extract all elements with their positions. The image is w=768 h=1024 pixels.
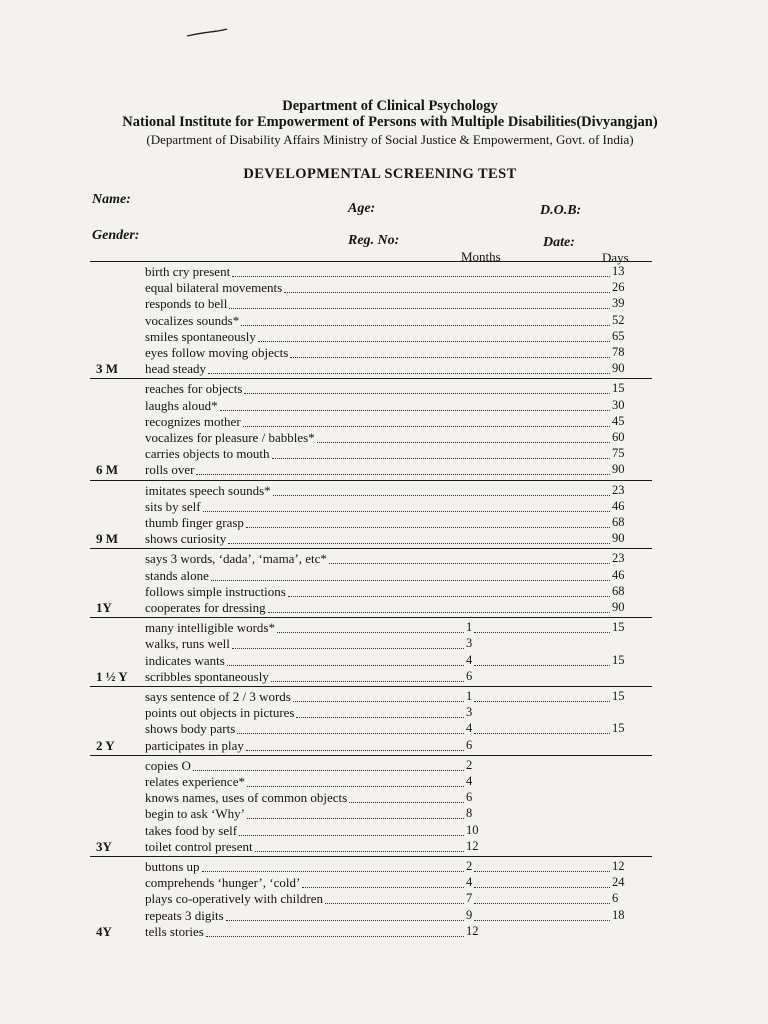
milestone-label: scribbles spontaneously [145, 668, 269, 684]
dot-leader [272, 458, 610, 459]
dot-leader [474, 632, 610, 633]
section-divider [90, 261, 652, 262]
section-divider [90, 686, 652, 687]
dot-leader [255, 851, 464, 852]
milestone-label: knows names, uses of common objects [145, 790, 348, 806]
dot-leader [232, 648, 464, 649]
milestone-label: begin to ask ‘Why’ [145, 806, 246, 822]
dot-leader [203, 511, 610, 512]
months-value: 2 [466, 859, 473, 873]
dot-leader [237, 733, 464, 734]
days-value: 15 [612, 381, 625, 396]
dot-leader [268, 612, 610, 613]
milestone-label: comprehends ‘hunger’, ‘cold’ [145, 875, 301, 891]
days-value: 45 [612, 413, 625, 428]
months-value: 8 [466, 806, 473, 821]
milestone-label: recognizes mother [145, 413, 241, 429]
months-value: 12 [466, 838, 479, 853]
dot-leader [296, 717, 464, 718]
milestone-label: stands alone [145, 567, 209, 583]
dot-leader [271, 681, 464, 682]
days-value: 75 [612, 446, 625, 461]
dot-leader [474, 701, 610, 702]
months-value: 4 [466, 875, 473, 890]
dot-leader [317, 442, 610, 443]
dob-field-label: D.O.B: [540, 203, 582, 218]
dot-leader [202, 871, 464, 872]
months-value: 10 [466, 822, 479, 837]
milestone-label: imitates speech sounds* [145, 482, 271, 498]
milestone-label: walks, runs well [145, 636, 230, 652]
dot-leader [193, 770, 464, 771]
section-divider [90, 617, 652, 618]
age-group-label: 3 M [96, 361, 119, 377]
days-value: 90 [612, 600, 625, 614]
days-value: 65 [612, 328, 625, 343]
months-value: 4 [466, 721, 473, 736]
days-value: 24 [612, 875, 625, 890]
months-value: 3 [466, 636, 473, 651]
days-value: 30 [612, 397, 625, 412]
dot-leader [329, 563, 610, 564]
milestone-label: smiles spontaneously [145, 328, 256, 344]
days-value: 18 [612, 907, 625, 922]
months-value: 12 [466, 923, 479, 938]
months-value: 6 [466, 737, 473, 752]
dot-leader [246, 750, 464, 751]
dot-leader [206, 936, 464, 937]
months-value: 2 [466, 757, 473, 772]
milestone-label: takes food by self [145, 822, 238, 838]
days-value: 23 [612, 551, 625, 566]
dot-leader [239, 835, 464, 836]
days-value: 39 [612, 296, 625, 311]
dot-leader [244, 393, 610, 394]
dot-leader [302, 887, 464, 888]
months-value: 1 [466, 620, 473, 635]
age-group-label: 9 M [96, 531, 119, 547]
section-divider [90, 856, 652, 857]
dot-leader [474, 920, 610, 921]
dot-leader [211, 580, 610, 581]
milestone-label: cooperates for dressing [145, 600, 266, 615]
months-value: 4 [466, 774, 473, 788]
milestone-label: birth cry present [145, 264, 231, 279]
milestone-label: shows curiosity [145, 531, 227, 547]
days-value: 60 [612, 430, 625, 444]
age-group-label: 1Y [96, 600, 112, 615]
milestone-label: thumb finger grasp [145, 515, 244, 530]
days-value: 68 [612, 515, 625, 529]
dot-leader [258, 341, 610, 342]
milestone-label: carries objects to mouth [145, 446, 270, 462]
age-group-label: 3Y [96, 838, 112, 854]
milestone-label: says 3 words, ‘dada’, ‘mama’, etc* [145, 551, 327, 567]
months-value: 4 [466, 652, 473, 667]
age-group-label: 1 ½ Y [96, 668, 128, 684]
milestone-label: relates experience* [145, 774, 245, 789]
days-value: 90 [612, 361, 625, 376]
milestone-label: copies O [145, 757, 191, 773]
days-value: 90 [612, 462, 625, 477]
section-divider [90, 548, 652, 549]
months-value: 9 [466, 907, 473, 922]
milestone-label: vocalizes sounds* [145, 312, 240, 328]
milestone-label: sits by self [145, 498, 201, 514]
days-value: 15 [612, 652, 625, 667]
milestone-label: vocalizes for pleasure / babbles* [145, 430, 315, 445]
dot-leader [349, 802, 464, 803]
milestone-label: tells stories [145, 923, 204, 939]
dot-leader [229, 308, 610, 309]
age-group-label: 6 M [96, 462, 119, 478]
days-value: 26 [612, 280, 625, 295]
days-value: 12 [612, 859, 625, 873]
months-value: 6 [466, 668, 473, 683]
dot-leader [227, 665, 464, 666]
dot-leader [474, 887, 610, 888]
days-value: 46 [612, 567, 625, 582]
milestone-label: head steady [145, 361, 207, 377]
dot-leader [474, 733, 610, 734]
days-value: 52 [612, 312, 625, 327]
milestone-label: indicates wants [145, 652, 225, 668]
months-value: 6 [466, 790, 473, 805]
ministry-heading: (Department of Disability Affairs Ministry of Social Justice & Empowerment, Govt. of India) [146, 132, 634, 147]
age-group-label: 4Y [96, 923, 112, 939]
dot-leader [325, 903, 464, 904]
date-field-label: Date: [543, 235, 575, 250]
dot-leader [243, 426, 610, 427]
dot-leader [284, 292, 610, 293]
section-divider [90, 378, 652, 379]
dot-leader [220, 410, 610, 411]
milestone-label: equal bilateral movements [145, 280, 283, 296]
months-column-header: Months [461, 249, 501, 264]
dot-leader [232, 276, 610, 277]
days-value: 6 [612, 891, 619, 906]
months-value: 7 [466, 891, 473, 906]
gender-field-label: Gender: [92, 228, 140, 243]
section-divider [90, 755, 652, 756]
dot-leader [228, 543, 610, 544]
dot-leader [288, 596, 610, 597]
dot-leader [273, 495, 610, 496]
institute-heading: National Institute for Empowerment of Persons with Multiple Disabilities(Divyangjan) [122, 114, 658, 130]
milestone-label: laughs aloud* [145, 397, 218, 413]
milestone-label: buttons up [145, 859, 200, 874]
days-value: 13 [612, 264, 625, 278]
milestone-label: reaches for objects [145, 381, 243, 397]
milestone-label: responds to bell [145, 296, 228, 312]
dot-leader [226, 920, 464, 921]
dot-leader [474, 665, 610, 666]
days-value: 46 [612, 498, 625, 513]
days-value: 15 [612, 620, 625, 635]
milestone-label: shows body parts [145, 721, 236, 737]
days-column-header: Days [602, 250, 629, 265]
days-value: 90 [612, 531, 625, 546]
age-field-label: Age: [348, 201, 376, 216]
milestone-label: many intelligible words* [145, 620, 275, 636]
months-value: 1 [466, 689, 473, 703]
dot-leader [277, 632, 464, 633]
reg-no-field-label: Reg. No: [348, 233, 400, 248]
dot-leader [246, 527, 610, 528]
milestone-label: rolls over [145, 462, 195, 478]
milestone-label: eyes follow moving objects [145, 345, 289, 360]
department-heading: Department of Clinical Psychology [282, 98, 498, 114]
dot-leader [247, 818, 464, 819]
dot-leader [290, 357, 610, 358]
age-group-label: 2 Y [96, 737, 115, 753]
dot-leader [241, 325, 610, 326]
days-value: 15 [612, 689, 625, 703]
dot-leader [196, 474, 610, 475]
days-value: 68 [612, 583, 625, 598]
milestone-label: points out objects in pictures [145, 705, 295, 721]
form-title: DEVELOPMENTAL SCREENING TEST [243, 166, 517, 182]
milestone-label: follows simple instructions [145, 583, 286, 599]
milestone-label: says sentence of 2 / 3 words [145, 689, 291, 704]
days-value: 78 [612, 345, 625, 359]
dot-leader [208, 373, 610, 374]
dot-leader [293, 701, 464, 702]
days-value: 23 [612, 482, 625, 497]
dot-leader [474, 871, 610, 872]
milestone-label: participates in play [145, 737, 244, 753]
months-value: 3 [466, 705, 473, 720]
milestone-label: toilet control present [145, 838, 253, 854]
milestone-label: plays co-operatively with children [145, 891, 323, 907]
milestone-label: repeats 3 digits [145, 907, 224, 923]
pen-mark [186, 28, 228, 38]
dot-leader [474, 903, 610, 904]
name-field-label: Name: [92, 192, 131, 207]
dot-leader [247, 786, 464, 787]
days-value: 15 [612, 721, 625, 736]
section-divider [90, 480, 652, 481]
